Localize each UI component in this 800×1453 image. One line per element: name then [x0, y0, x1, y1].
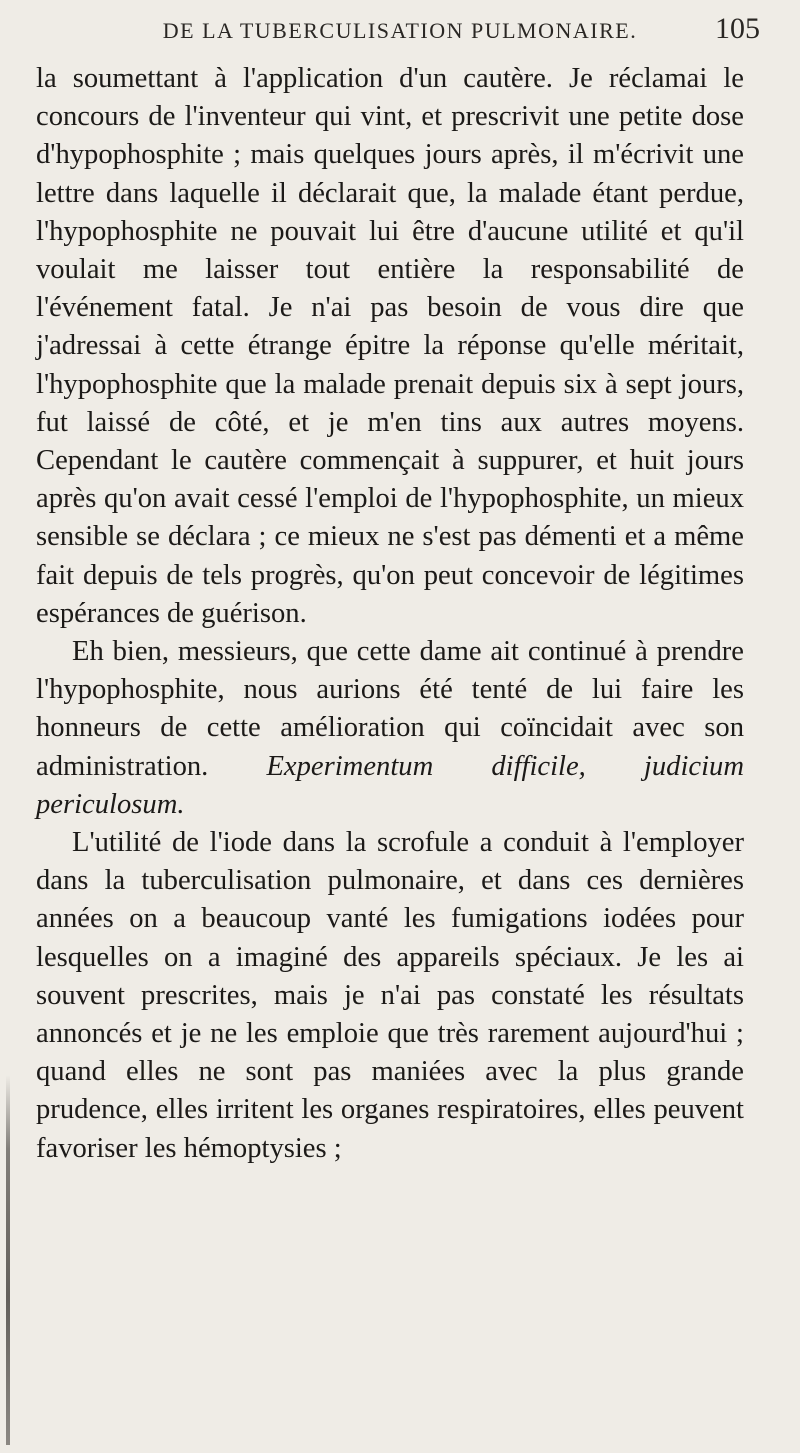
page-number: 105 [715, 12, 760, 45]
paragraph-1: la soumettant à l'application d'un cautère. Je réclamai le concours de l'inventeur qui vint, et prescrivit une petite dose d'hypophosphite ; mais quelques jours après, il m'écrivit une lettre dans laquelle il déclarait que, la malade étant perdue, l'hypophosphite ne pouvait lui être d'aucune utilité et qu'il voulait me laisser tout entière la responsabilité de l'événement fatal. Je n'ai pas besoin de vous dire que j'adressai à cette étrange épitre la réponse qu'elle méritait, l'hypophosphite que la malade prenait depuis six à sept jours, fut laissé de côté, et je m'en tins aux autres moyens. Cependant le cautère commençait à suppurer, et huit jours après qu'on avait cessé l'emploi de l'hypophosphite, un mieux sensible se déclara ; ce mieux ne s'est pas démenti et a même fait depuis de tels progrès, qu'on peut concevoir de légitimes espérances de guérison. [36, 63, 744, 629]
paragraph-3: L'utilité de l'iode dans la scrofule a conduit à l'employer dans la tuberculisation pulmonaire, et dans ces dernières années on a beaucoup vanté les fumigations iodées pour lesquelles on a imaginé des appareils spéciaux. Je les ai souvent prescrites, mais je n'ai pas constaté les résultats annoncés et je ne les emploie que très rarement aujourd'hui ; quand elles ne sont pas maniées avec la plus grande prudence, elles irritent les organes respiratoires, elles peuvent favoriser les hémoptysies ; [36, 827, 744, 1164]
running-head [40, 8, 760, 48]
body-text [36, 60, 744, 1168]
binding-edge-shadow [6, 1075, 10, 1445]
paragraph-2 [36, 633, 744, 824]
running-title: DE LA TUBERCULISATION PULMONAIRE. [162, 18, 638, 43]
latin-quote: Experimentum difficile, judicium periculosum. [36, 750, 744, 820]
paragraph-2-text: Eh bien, messieurs, que cette dame ait continué à prendre l'hypophosphite, nous aurions été tenté de lui faire les honneurs de cette amélioration qui coïncidait avec son administration. [36, 636, 744, 782]
